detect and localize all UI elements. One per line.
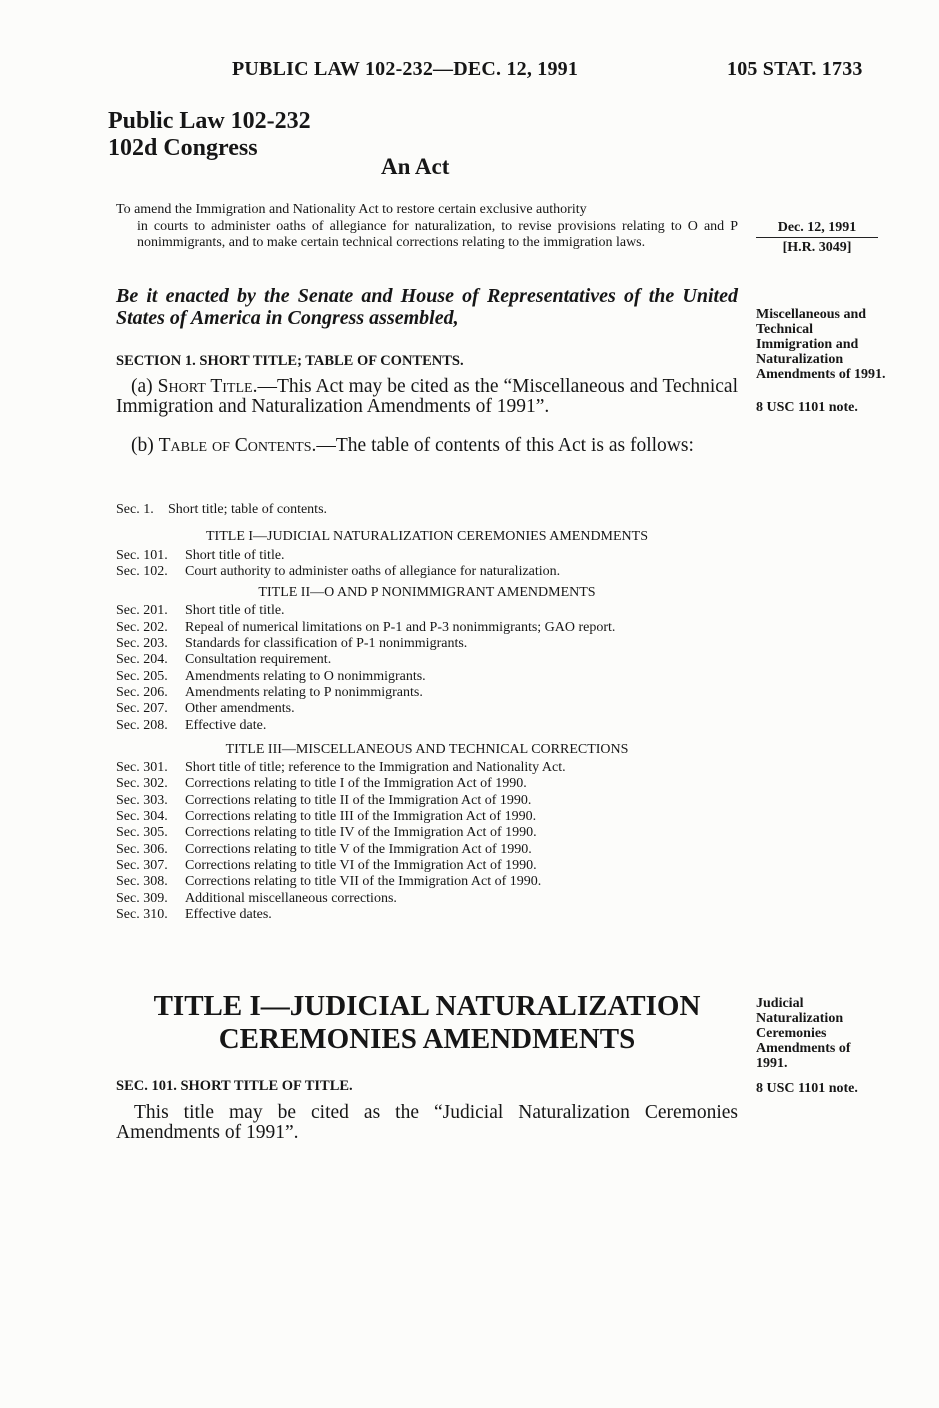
toc-sec-number: Sec. 102. [116,563,168,579]
act-purpose [116,202,738,252]
toc-sec-text: Effective date. [185,717,267,733]
toc-row [116,669,738,685]
toc-sec-number: Sec. 206. [116,684,168,700]
toc-sec-number: Sec. 1. [116,502,154,517]
margin-note-judicial: Judicial Naturalization Ceremonies Amendments of 1991. [756,996,851,1071]
toc-row [116,842,738,858]
toc-title-2-heading: TITLE II—O AND P NONIMMIGRANT AMENDMENTS [258,585,596,601]
toc-row [116,564,738,580]
toc-row [116,809,738,825]
enacting-clause: Be it enacted by the Senate and House of Representatives of the United States of America in Congress assembled, [116,285,738,329]
margin-note-short-title: Miscellaneous and Technical Immigration and Naturalization Amendments of 1991. [756,307,886,382]
toc-sec-number: Sec. 305. [116,825,168,841]
toc-row [116,548,738,564]
toc-sec-text: Corrections relating to title III of the Immigration Act of 1990. [185,809,537,825]
toc-sec-text: Court authority to administer oaths of allegiance for naturalization. [185,563,561,579]
title-one-heading-line2: CEREMONIES AMENDMENTS [218,1023,636,1055]
toc-sec-number: Sec. 307. [116,857,168,873]
toc-sec-number: Sec. 201. [116,603,168,619]
purpose-continuation: in courts to administer oaths of allegiance for naturalization, to revise provisions relating to O and P nonimmigrants, and to make certain technical corrections relating to the immigration laws. [137,218,738,250]
toc-sec-text: Amendments relating to P nonimmigrants. [185,684,423,700]
congress-number: 102d Congress [108,135,258,161]
toc-sec-text: Short title; table of contents. [168,502,328,517]
toc-sec-text: Corrections relating to title I of the Immigration Act of 1990. [185,776,527,792]
section-1-heading: SECTION 1. SHORT TITLE; TABLE OF CONTENTS. [116,353,464,369]
section-1-a-caption: Short Title [157,376,253,397]
toc-sec-number: Sec. 309. [116,890,168,906]
toc-row [116,891,738,907]
toc-row [116,874,738,890]
toc-sec-text: Corrections relating to title II of the Immigration Act of 1990. [185,792,532,808]
toc-sec-text: Short title of title; reference to the Immigration and Nationality Act. [185,760,566,776]
toc-sec-number: Sec. 208. [116,717,168,733]
table-of-contents [116,502,738,923]
toc-sec-number: Sec. 306. [116,841,168,857]
toc-title-1-heading: TITLE I—JUDICIAL NATURALIZATION CEREMONIES AMENDMENTS [206,529,648,545]
toc-sec-text: Repeal of numerical limitations on P-1 and P-3 nonimmigrants; GAO report. [185,619,616,635]
toc-sec-text: Corrections relating to title IV of the Immigration Act of 1990. [185,825,537,841]
toc-sec-number: Sec. 204. [116,652,168,668]
toc-sec-text: Consultation requirement. [185,652,332,668]
toc-sec-text: Short title of title. [185,603,285,619]
toc-row [116,701,738,717]
toc-row [116,825,738,841]
toc-sec-number: Sec. 308. [116,874,168,890]
toc-row [116,652,738,668]
enactment-date: Dec. 12, 1991 [756,218,878,238]
toc-row [116,793,738,809]
toc-sec-text: Other amendments. [185,701,295,717]
section-101-heading: SEC. 101. SHORT TITLE OF TITLE. [116,1078,353,1094]
act-heading: An Act [381,154,450,179]
toc-sec-number: Sec. 303. [116,792,168,808]
toc-row [116,760,738,776]
section-1-a-text: .—This Act may be cited as the “Miscellaneous and Technical Immigration and Naturalization Amendments of 1991”. [116,376,738,417]
toc-row [116,502,738,518]
toc-row [116,858,738,874]
toc-row [116,685,738,701]
toc-sec-number: Sec. 304. [116,809,168,825]
toc-sec-number: Sec. 301. [116,760,168,776]
title-one-heading-line1: TITLE I—JUDICIAL NATURALIZATION [153,990,701,1022]
public-law-number: Public Law 102-232 [108,108,311,134]
title-one-heading [116,990,738,1056]
running-header-title: PUBLIC LAW 102-232—DEC. 12, 1991 [232,58,579,80]
section-1-a [116,377,738,416]
section-101-text: This title may be cited as the “Judicial Naturalization Ceremonies Amendments of 1991”. [116,1102,738,1143]
purpose-first-line: To amend the Immigration and Nationality Act to restore certain exclusive authority [116,202,587,217]
toc-row [116,776,738,792]
toc-row [116,718,738,734]
toc-row [116,907,738,923]
toc-sec-text: Corrections relating to title V of the Immigration Act of 1990. [185,841,532,857]
toc-sec-text: Corrections relating to title VII of the Immigration Act of 1990. [185,874,542,890]
toc-sec-number: Sec. 310. [116,906,168,922]
section-1-a-label: (a) [131,376,158,397]
date-bill-box [756,218,878,257]
toc-sec-text: Short title of title. [185,547,285,563]
toc-sec-number: Sec. 202. [116,619,168,635]
margin-note-usc-2: 8 USC 1101 note. [756,1081,858,1096]
toc-row [116,636,738,652]
toc-sec-number: Sec. 302. [116,776,168,792]
section-1-b [116,436,738,456]
toc-row [116,603,738,619]
bill-number: [H.R. 3049] [782,240,852,255]
toc-sec-number: Sec. 101. [116,547,168,563]
toc-sec-number: Sec. 203. [116,636,168,652]
law-identifier [108,108,311,162]
section-1-b-caption: Table of Contents [158,435,312,456]
section-1-b-label: (b) [131,435,159,456]
toc-sec-number: Sec. 207. [116,701,168,717]
page-number: 105 STAT. 1733 [727,58,863,80]
toc-row [116,620,738,636]
toc-sec-text: Corrections relating to title VI of the Immigration Act of 1990. [185,857,537,873]
toc-sec-number: Sec. 205. [116,668,168,684]
toc-sec-text: Additional miscellaneous corrections. [185,890,397,906]
toc-sec-text: Standards for classification of P-1 nonimmigrants. [185,636,468,652]
toc-sec-text: Amendments relating to O nonimmigrants. [185,668,426,684]
margin-note-usc: 8 USC 1101 note. [756,400,858,415]
toc-title-3-heading: TITLE III—MISCELLANEOUS AND TECHNICAL CORRECTIONS [225,741,629,757]
section-1-b-text: .—The table of contents of this Act is as follows: [311,435,694,456]
toc-sec-text: Effective dates. [185,906,272,922]
